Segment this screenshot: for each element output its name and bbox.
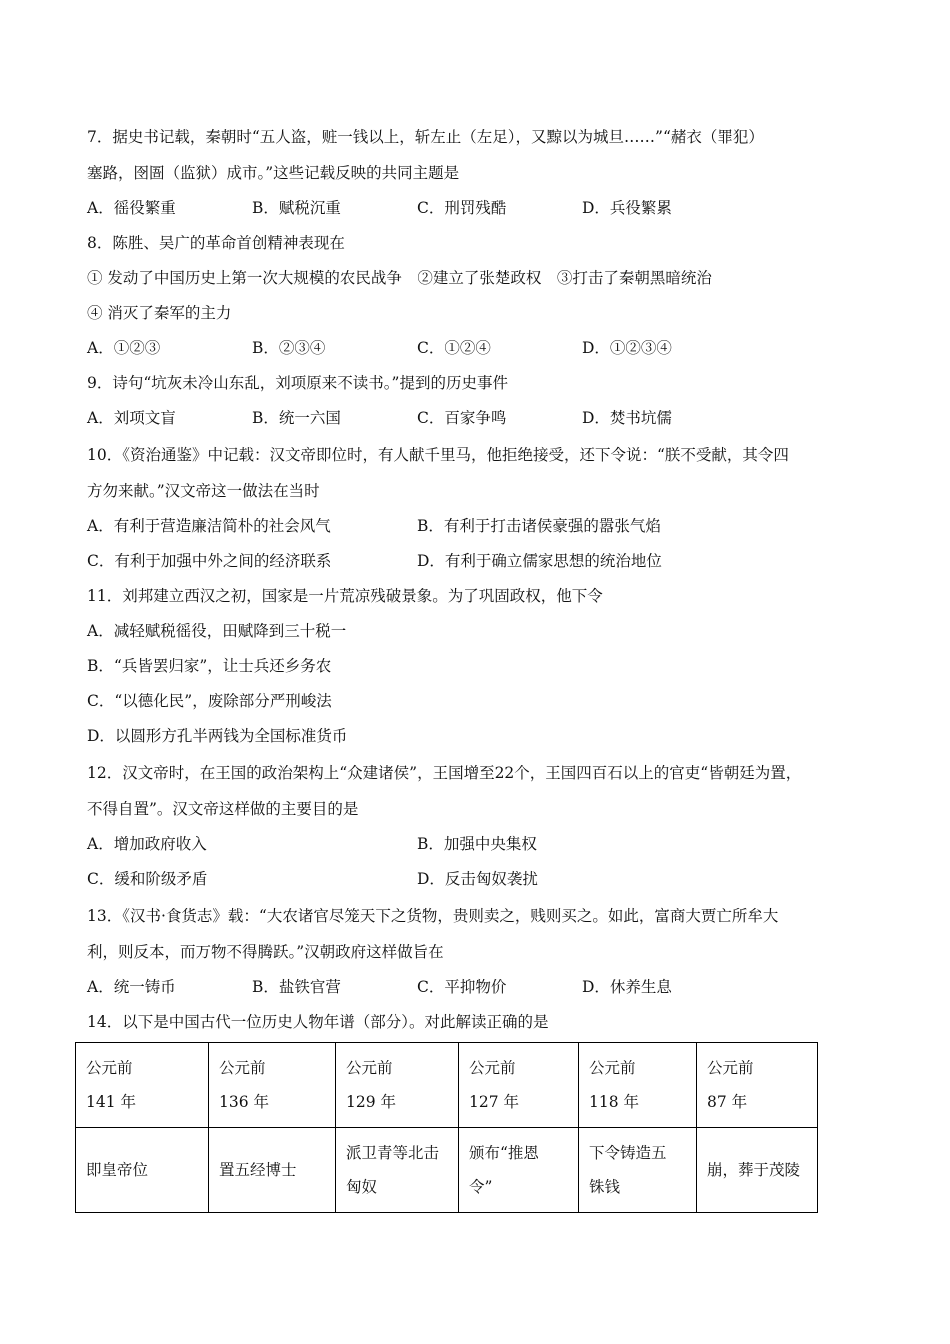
q10-option-a[interactable]: A．有利于营造廉洁简朴的社会风气 — [87, 517, 331, 535]
q11-option-c[interactable]: C．“以德化民”，废除部分严刑峻法 — [87, 692, 332, 710]
q8-stem: 8．陈胜、吴广的革命首创精神表现在 — [87, 234, 345, 252]
q8-option-d[interactable]: D．①②③④ — [582, 339, 672, 357]
q7-option-a[interactable]: A．徭役繁重 — [87, 199, 176, 217]
q10-stem-line-1: 10．《资治通鉴》中记载：汉文帝即位时，有人献千里马，他拒绝接受，还下令说：“朕不受献，其令四 — [87, 446, 789, 464]
q13-stem-line-2: 利，则反本，而万物不得腾跃。”汉朝政府这样做旨在 — [87, 943, 444, 961]
q13-option-a[interactable]: A．统一铸币 — [87, 978, 176, 996]
year-cell: 公元前 129 年 — [336, 1043, 459, 1128]
q8-items-line-2: ④ 消灭了秦军的主力 — [87, 304, 232, 322]
q7-stem-line-1: 7．据史书记载，秦朝时“五人盗，赃一钱以上，斩左止（左足），又黥以为城旦……”“赭衣（罪犯） — [87, 128, 764, 146]
q9-option-a[interactable]: A．刘项文盲 — [87, 409, 176, 427]
q9-stem: 9．诗句“坑灰未冷山东乱，刘项原来不读书。”提到的历史事件 — [87, 374, 508, 392]
year-cell: 公元前 141 年 — [76, 1043, 209, 1128]
q10-stem-line-2: 方勿来献。”汉文帝这一做法在当时 — [87, 482, 320, 500]
q12-option-b[interactable]: B．加强中央集权 — [417, 835, 537, 853]
q8-option-a[interactable]: A．①②③ — [87, 339, 161, 357]
event-cell: 即皇帝位 — [76, 1128, 209, 1213]
q7-option-c[interactable]: C．刑罚残酷 — [417, 199, 507, 217]
q12-options-row-1 — [87, 827, 877, 862]
event-cell: 派卫青等北击 匈奴 — [336, 1128, 459, 1213]
event-cell: 下令铸造五 铢钱 — [579, 1128, 697, 1213]
q8-option-b[interactable]: B．②③④ — [252, 339, 326, 357]
event-cell: 置五经博士 — [209, 1128, 336, 1213]
year-cell: 公元前 118 年 — [579, 1043, 697, 1128]
q12-option-d[interactable]: D．反击匈奴袭扰 — [417, 870, 538, 888]
q9-option-c[interactable]: C．百家争鸣 — [417, 409, 507, 427]
chronology-table — [75, 1042, 818, 1213]
year-cell: 公元前 136 年 — [209, 1043, 336, 1128]
q13-options — [87, 970, 877, 1005]
q11-stem: 11．刘邦建立西汉之初，国家是一片荒凉残破景象。为了巩固政权，他下令 — [87, 587, 603, 605]
q8-option-c[interactable]: C．①②④ — [417, 339, 491, 357]
exam-questions — [87, 118, 877, 1040]
q13-option-d[interactable]: D．休养生息 — [582, 978, 672, 996]
q12-option-a[interactable]: A．增加政府收入 — [87, 835, 207, 853]
q11-option-b[interactable]: B．“兵皆罢归家”，让士兵还乡务农 — [87, 657, 332, 675]
q8-items-line-1: ① 发动了中国历史上第一次大规模的农民战争 ②建立了张楚政权 ③打击了秦朝黑暗统治 — [87, 269, 712, 287]
event-cell: 崩，葬于茂陵 — [697, 1128, 818, 1213]
table-row-events — [76, 1128, 818, 1213]
q9-option-b[interactable]: B．统一六国 — [252, 409, 341, 427]
q12-stem-line-2: 不得自置”。汉文帝这样做的主要目的是 — [87, 800, 359, 818]
event-cell: 颁布“推恩 令” — [459, 1128, 579, 1213]
q13-stem-line-1: 13．《汉书·食货志》载：“大农诸官尽笼天下之货物，贵则卖之，贱则买之。如此，富商大贾亡所牟大 — [87, 907, 779, 925]
q12-option-c[interactable]: C．缓和阶级矛盾 — [87, 870, 208, 888]
q12-stem-line-1: 12．汉文帝时，在王国的政治架构上“众建诸侯”，王国增至22个，王国四百石以上的官吏“皆朝廷为置， — [87, 764, 802, 782]
year-cell: 公元前 127 年 — [459, 1043, 579, 1128]
q11-option-d[interactable]: D．以圆形方孔半两钱为全国标准货币 — [87, 727, 348, 745]
q10-options-row-1 — [87, 509, 877, 544]
q8-options — [87, 331, 877, 366]
year-cell: 公元前 87 年 — [697, 1043, 818, 1128]
q13-option-c[interactable]: C．平抑物价 — [417, 978, 507, 996]
q12-options-row-2 — [87, 862, 877, 897]
q14-stem: 14．以下是中国古代一位历史人物年谱（部分）。对此解读正确的是 — [87, 1013, 549, 1031]
q10-option-d[interactable]: D．有利于确立儒家思想的统治地位 — [417, 552, 662, 570]
q7-stem-line-2: 塞路，囹圄（监狱）成市。”这些记载反映的共同主题是 — [87, 164, 460, 182]
q9-options — [87, 401, 877, 436]
table-row-years — [76, 1043, 818, 1128]
q10-option-b[interactable]: B．有利于打击诸侯豪强的嚣张气焰 — [417, 517, 661, 535]
q9-option-d[interactable]: D．焚书坑儒 — [582, 409, 672, 427]
q10-option-c[interactable]: C．有利于加强中外之间的经济联系 — [87, 552, 332, 570]
q7-option-d[interactable]: D．兵役繁累 — [582, 199, 672, 217]
q11-option-a[interactable]: A．减轻赋税徭役，田赋降到三十税一 — [87, 622, 347, 640]
q13-option-b[interactable]: B．盐铁官营 — [252, 978, 341, 996]
q7-option-b[interactable]: B．赋税沉重 — [252, 199, 341, 217]
q7-options — [87, 191, 877, 226]
q10-options-row-2 — [87, 544, 877, 579]
